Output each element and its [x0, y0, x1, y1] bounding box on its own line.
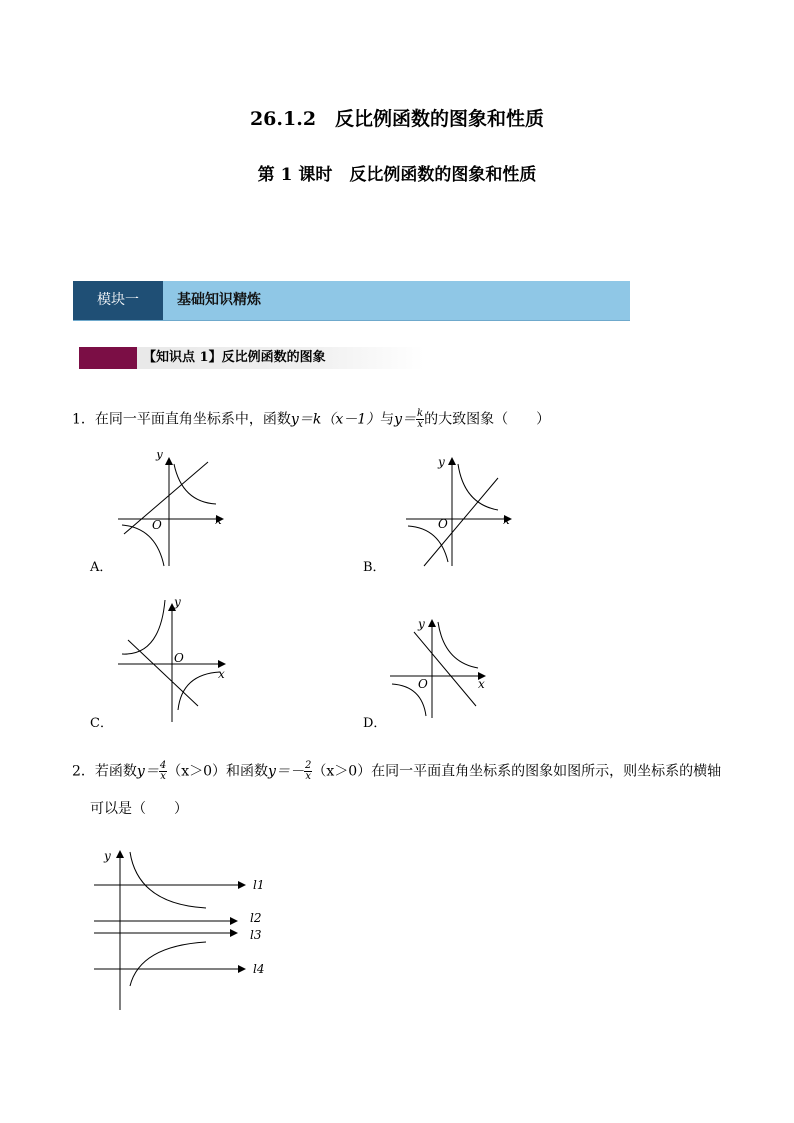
axis-x-label: x: [503, 513, 510, 527]
axis-x-label: x: [218, 667, 225, 681]
knowledge-point-title: 【知识点 1】反比例函数的图象: [143, 350, 326, 365]
question-2-text-line2: 可以是（ ）: [90, 801, 188, 817]
question-number: 1．: [72, 411, 95, 428]
axis-x-label: x: [215, 513, 222, 527]
origin-label: O: [174, 651, 184, 665]
question-number: 2．: [72, 763, 95, 780]
knowledge-point-marker: [79, 347, 137, 369]
axis-y-label: y: [174, 595, 181, 609]
page-title: 26.1.2 反比例函数的图象和性质: [249, 108, 545, 130]
graph-question-2: [88, 842, 278, 1014]
lesson-subtitle: 第 1 课时 反比例函数的图象和性质: [257, 165, 537, 185]
module-banner: [73, 281, 630, 321]
question-2-text: 2．若函数y＝ $\frac{4}{x}$ （x＞0）和函数y＝－ $\frac{2}{x}$ （x＞0）在同一平面直角坐标系的图象如图所示，则坐标系的横轴: [72, 760, 722, 782]
option-d-label: D．: [363, 716, 387, 731]
axis-y-label: y: [104, 849, 111, 863]
graph-option-c: [112, 594, 234, 724]
origin-label: O: [438, 517, 448, 531]
module-tag: 模块一: [73, 281, 163, 320]
question-1-text: 1．在同一平面直角坐标系中，函数y＝k（x－1）与y＝ $\frac{k}{x}$ 的大致图象（ ）: [72, 408, 551, 430]
option-a-label: A．: [90, 560, 113, 575]
fraction-k-over-x: $\frac{k}{x}$: [417, 408, 424, 430]
graph-option-d: [386, 614, 494, 720]
graph-option-a: [112, 452, 230, 568]
axis-y-label: y: [156, 452, 163, 461]
option-c-label: C．: [90, 716, 113, 731]
knowledge-point-banner: [79, 347, 424, 369]
line-l2-label: l2: [250, 911, 262, 925]
fraction-4-over-x: $\frac{4}{x}$: [159, 760, 167, 782]
axis-x-label: x: [478, 677, 485, 691]
graph-option-b: [402, 452, 520, 568]
axis-y-label: y: [418, 617, 425, 631]
function-linear: y＝k（x－1）: [290, 411, 381, 428]
axis-y-label: y: [438, 455, 445, 469]
module-name: 基础知识精炼: [177, 292, 261, 308]
origin-label: O: [152, 518, 162, 532]
line-l3-label: l3: [250, 928, 262, 942]
line-l4-label: l4: [253, 962, 265, 976]
line-l1-label: l1: [253, 878, 265, 892]
fraction-2-over-x: $\frac{2}{x}$: [304, 760, 312, 782]
origin-label: O: [418, 677, 428, 691]
option-b-label: B．: [363, 560, 386, 575]
